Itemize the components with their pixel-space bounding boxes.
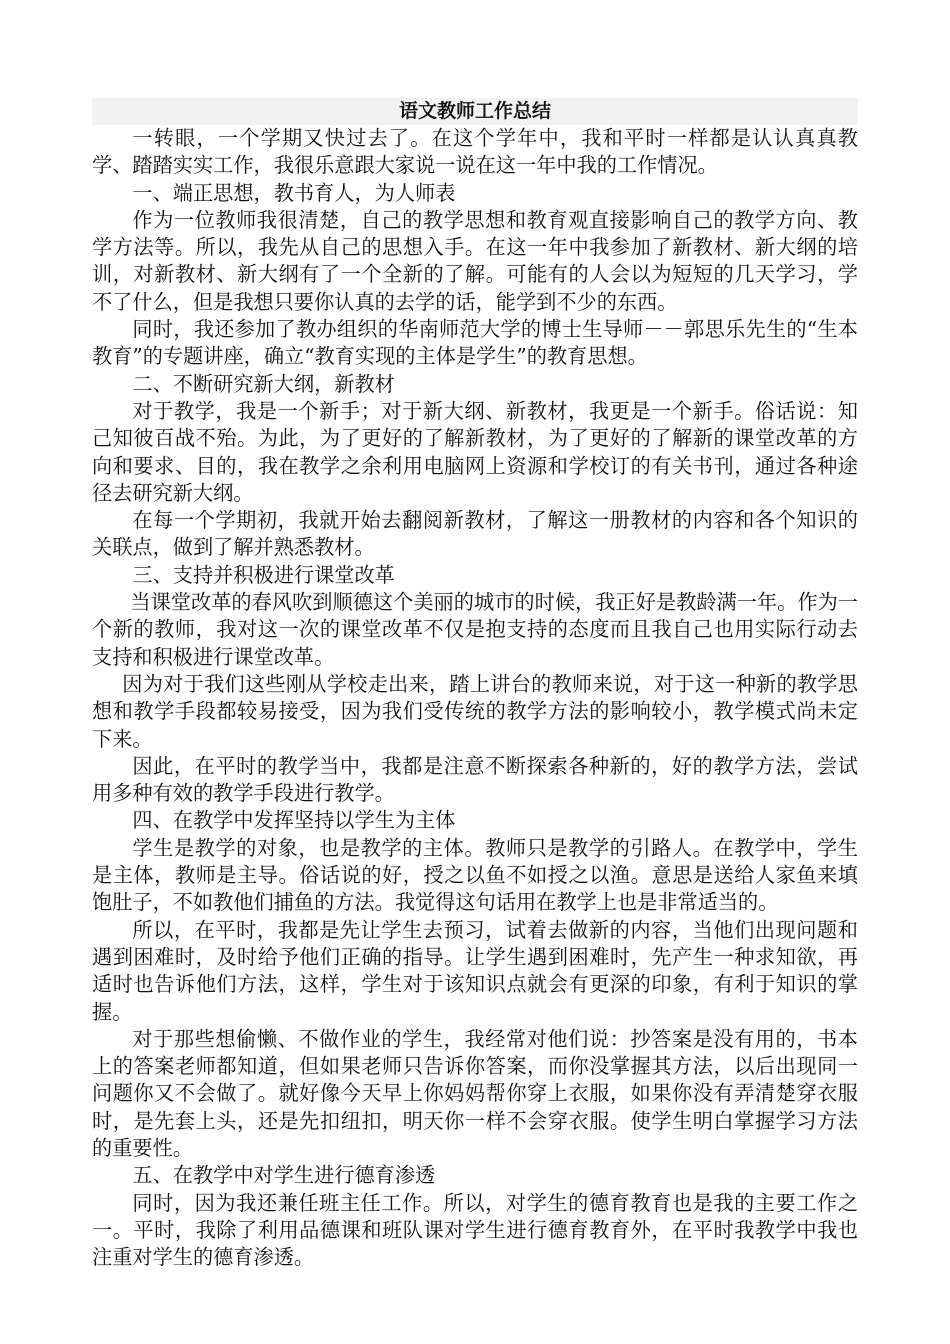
paragraph: 所以，在平时，我都是先让学生去预习，试着去做新的内容，当他们出现问题和遇到困难时，及时给予他们正确的指导。让学生遇到困难时，先产生一种求知欲，再适时也告诉他们方法，这样，学生对于该知识点就会有更深的印象，有利于知识的掌握。 [92,917,858,1024]
paragraph: 同时，因为我还兼任班主任工作。所以，对学生的德育教育也是我的主要工作之一。平时，我除了利用品德课和班队课对学生进行德育教育外，在平时我教学中我也注重对学生的德育渗透。 [92,1190,858,1270]
document-page [92,98,858,1271]
paragraph: 对于教学，我是一个新手；对于新大纲、新教材，我更是一个新手。俗话说：知己知彼百战不殆。为此，为了更好的了解新教材，为了更好的了解新的课堂改革的方向和要求、目的，我在教学之余利用电脑网上资源和学校订的有关书刊，通过各种途径去研究新大纲。 [92,398,858,505]
section-heading-5: 五、在教学中对学生进行德育渗透 [132,1163,436,1188]
document-body [92,125,858,1271]
paragraph: 对于那些想偷懒、不做作业的学生，我经常对他们说：抄答案是没有用的，书本上的答案老师都知道，但如果老师只告诉你答案，而你没掌握其方法，以后出现同一问题你又不会做了。就好像今天早上你妈妈帮你穿上衣服，如果你没有弄清楚穿衣服时，是先套上头，还是先扣纽扣，明天你一样不会穿衣服。使学生明白掌握学习方法的重要性。 [92,1026,858,1160]
section-heading-3: 三、支持并积极进行课堂改革 [132,562,395,587]
paragraph: 学生是教学的对象，也是教学的主体。教师只是教学的引路人。在教学中，学生是主体，教师是主导。俗话说的好，授之以鱼不如授之以渔。意思是送给人家鱼来填饱肚子，不如教他们捕鱼的方法。我觉得这句话用在教学上也是非常适当的。 [92,835,858,915]
paragraph-intro: 一转眼，一个学期又快过去了。在这个学年中，我和平时一样都是认认真真教学、踏踏实实工作，我很乐意跟大家说一说在这一年中我的工作情况。 [92,126,858,178]
section-heading-4: 四、在教学中发挥坚持以学生为主体 [132,808,456,833]
paragraph: 因此，在平时的教学当中，我都是注意不断探索各种新的，好的教学方法，尝试用多种有效的教学手段进行教学。 [92,753,858,806]
paragraph: 同时，我还参加了教办组织的华南师范大学的博士生导师－－郭思乐先生的“生本教育”的专题讲座，确立“教育实现的主体是学生”的教育思想。 [92,317,858,369]
document-title: 语文教师工作总结 [92,98,858,125]
paragraph: 因为对于我们这些刚从学校走出来，踏上讲台的教师来说，对于这一种新的教学思想和教学手段都较易接受，因为我们受传统的教学方法的影响较小，教学模式尚未定下来。 [92,671,858,751]
section-heading-1: 一、端正思想，教书育人，为人师表 [132,180,456,205]
section-heading-2: 二、不断研究新大纲，新教材 [132,371,395,396]
paragraph: 作为一位教师我很清楚，自己的教学思想和教育观直接影响自己的教学方向、教学方法等。所以，我先从自己的思想入手。在这一年中我参加了新教材、新大纲的培训，对新教材、新大纲有了一个全新的了解。可能有的人会以为短短的几天学习，学不了什么，但是我想只要你认真的去学的话，能学到不少的东西。 [92,207,858,314]
paragraph: 在每一个学期初，我就开始去翻阅新教材，了解这一册教材的内容和各个知识的关联点，做到了解并熟悉教材。 [92,508,858,560]
paragraph: 当课堂改革的春风吹到顺德这个美丽的城市的时候，我正好是教龄满一年。作为一个新的教师，我对这一次的课堂改革不仅是抱支持的态度而且我自己也用实际行动去支持和积极进行课堂改革。 [92,590,858,669]
